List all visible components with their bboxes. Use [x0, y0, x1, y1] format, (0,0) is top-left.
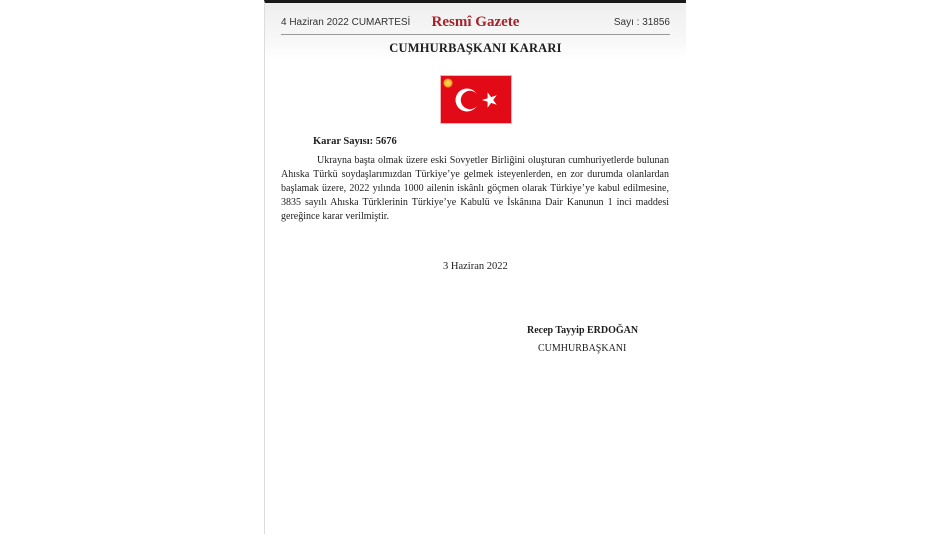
page-header — [265, 3, 686, 61]
publication-date: 4 Haziran 2022 CUMARTESİ — [281, 16, 411, 28]
decree-body: Ukrayna başta olmak üzere eski Sovyetler Birliğini oluşturan cumhuriyetlerde bulunan Ahıska Türkü soydaşlarımızdan Türkiye’ye gelmek isteyenlerden, en zor durumda olanlardan başlamak üzere, 2022 yılında 1000 ailenin iskânlı göçmen olarak Türkiye’ye kabul edilmesine, 3835 sayılı Ahıska Türklerinin Türkiye’ye Kabulü ve İskânına Dair Kanunun 1 inci maddesi gereğince karar verilmiştir. — [281, 155, 669, 222]
gazette-page — [264, 0, 686, 534]
signature-date: 3 Haziran 2022 — [443, 261, 508, 272]
issue-number: Sayı : 31856 — [613, 16, 670, 28]
header-row — [281, 13, 670, 31]
turkish-flag-icon — [441, 76, 511, 123]
decree-number: Karar Sayısı: 5676 — [313, 136, 397, 147]
signer-title: CUMHURBAŞKANI — [538, 343, 627, 354]
publication-title: Resmî Gazete — [431, 13, 520, 30]
signer-name: Recep Tayyip ERDOĞAN — [527, 325, 639, 336]
header-divider — [281, 34, 670, 35]
decree-heading: CUMHURBAŞKANI KARARI — [389, 41, 562, 55]
